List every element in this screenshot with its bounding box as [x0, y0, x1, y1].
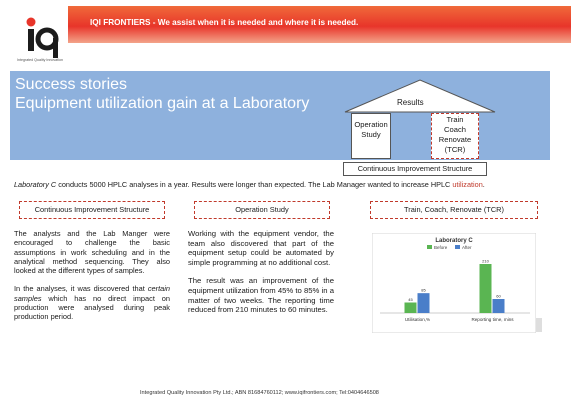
footer-contact: Integrated Quality Innovation Pty Ltd.; ABN 81684760112; www.iqifrontiers.com; Tel:0404646508	[140, 390, 379, 396]
improvement-house-diagram	[341, 78, 499, 178]
intro-text: Laboratory C conducts 5000 HPLC analyses in a year. Results were longer than expected. The Lab Manager wanted to increase HPLC utilization.	[14, 180, 485, 189]
data-label-0-0: 45	[408, 297, 413, 302]
chart-title: Laboratory C	[435, 238, 473, 244]
iqi-logo-icon	[20, 14, 64, 58]
lab-c-chart	[372, 233, 536, 333]
bar-0-0	[405, 303, 417, 314]
bar-1-0	[480, 264, 492, 313]
pillar-tcr: Train Coach Renovate (TCR)	[431, 113, 479, 159]
category-label-1: Reporting time, mins	[471, 317, 514, 322]
data-label-0-1: 85	[421, 287, 426, 293]
legend-swatch-1	[455, 245, 460, 249]
foundation-label: Continuous Improvement Structure	[343, 162, 487, 176]
column-continuous-improvement-text	[14, 229, 170, 331]
bar-1-1	[493, 299, 505, 313]
page-subtitle: Equipment utilization gain at a Laboratory	[15, 95, 310, 112]
paragraph: The analysts and the Lab Manger were encouraged to challenge the basic assumptions in work scheduling and in the analytical method sequencing. They also looked at the different types of samples.	[14, 229, 170, 276]
header-tcr: Train, Coach, Renovate (TCR)	[370, 201, 538, 219]
category-label-0: Utilisation,%	[404, 317, 431, 322]
bar-0-1	[418, 293, 430, 313]
roof-label: Results	[397, 98, 424, 107]
legend-label-1: After	[462, 245, 472, 250]
header-banner	[68, 6, 571, 43]
paragraph: In the analyses, it was discovered that certain samples which has no direct impact on production were analysed during peak production period.	[14, 284, 170, 322]
legend-swatch-0	[427, 245, 432, 249]
paragraph: The result was an improvement of the equipment utilization from 45% to 85% in a matter of two weeks. The reporting time reduced from 210 minutes to 60 minutes.	[188, 276, 334, 315]
logo-caption: Integrated Quality Innovation	[17, 58, 63, 62]
pillar-operation-study: Operation Study	[351, 113, 391, 159]
column-operation-study-text	[188, 229, 334, 324]
page-title: Success stories	[15, 76, 128, 93]
header-operation-study: Operation Study	[194, 201, 330, 219]
bar-chart-svg	[372, 233, 536, 333]
header-continuous-improvement: Continuous Improvement Structure	[19, 201, 165, 219]
data-label-1-1: 60	[496, 293, 501, 299]
banner-tagline: IQI FRONTIERS - We assist when it is needed and where it is needed.	[90, 18, 359, 27]
company-logo	[20, 14, 64, 72]
paragraph: Working with the equipment vendor, the team also discovered that part of the equipment setup could be automated by simple programming at no additional cost.	[188, 229, 334, 267]
data-label-1-0: 210	[482, 258, 489, 264]
legend-label-0: Before	[434, 245, 448, 250]
